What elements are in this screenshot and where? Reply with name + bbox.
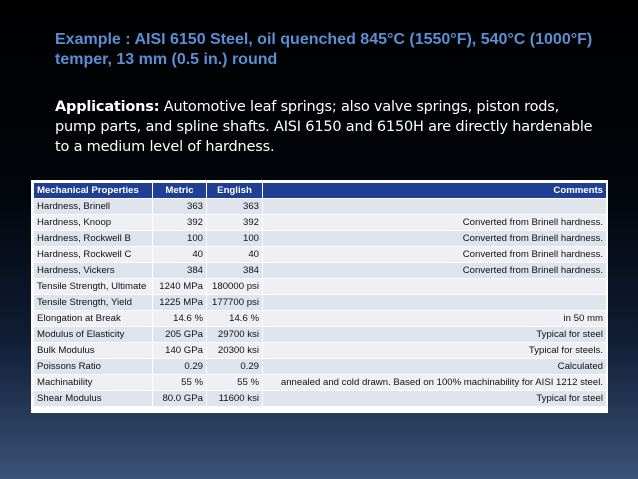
header-comments: Comments <box>263 183 607 199</box>
table-row <box>34 279 607 295</box>
metric-cell: 1225 MPa <box>153 295 207 311</box>
table-row <box>34 327 607 343</box>
english-cell: 55 % <box>207 375 263 391</box>
english-cell: 392 <box>207 215 263 231</box>
header-mechanical-properties: Mechanical Properties <box>34 183 153 199</box>
comment-cell <box>263 279 607 295</box>
metric-cell: 1240 MPa <box>153 279 207 295</box>
property-cell: Hardness, Rockwell B <box>34 231 153 247</box>
metric-cell: 384 <box>153 263 207 279</box>
table-row <box>34 247 607 263</box>
english-cell: 0.29 <box>207 359 263 375</box>
table-row <box>34 231 607 247</box>
english-cell: 14.6 % <box>207 311 263 327</box>
metric-cell: 80.0 GPa <box>153 391 207 407</box>
comment-cell <box>263 295 607 311</box>
table-row <box>34 295 607 311</box>
comment-cell: Typical for steels. <box>263 343 607 359</box>
property-cell: Poissons Ratio <box>34 359 153 375</box>
metric-cell: 363 <box>153 199 207 215</box>
applications-text: Automotive leaf springs; also valve springs, piston rods, pump parts, and spline shafts. AISI 6150 and 6150H are directly hardenable to a medium level of hardness. <box>55 99 593 155</box>
comment-cell: Converted from Brinell hardness. <box>263 231 607 247</box>
comment-cell: Calculated <box>263 359 607 375</box>
comment-cell: Typical for steel <box>263 327 607 343</box>
property-cell: Shear Modulus <box>34 391 153 407</box>
english-cell: 20300 ksi <box>207 343 263 359</box>
mechanical-properties-table <box>31 180 608 413</box>
property-cell: Tensile Strength, Yield <box>34 295 153 311</box>
metric-cell: 100 <box>153 231 207 247</box>
property-cell: Modulus of Elasticity <box>34 327 153 343</box>
english-cell: 363 <box>207 199 263 215</box>
metric-cell: 205 GPa <box>153 327 207 343</box>
property-cell: Machinability <box>34 375 153 391</box>
english-cell: 180000 psi <box>207 279 263 295</box>
header-english: English <box>207 183 263 199</box>
table-row <box>34 199 607 215</box>
english-cell: 29700 ksi <box>207 327 263 343</box>
comment-cell: Converted from Brinell hardness. <box>263 263 607 279</box>
property-cell: Tensile Strength, Ultimate <box>34 279 153 295</box>
table-row <box>34 311 607 327</box>
english-cell: 100 <box>207 231 263 247</box>
english-cell: 384 <box>207 263 263 279</box>
metric-cell: 40 <box>153 247 207 263</box>
comment-cell: in 50 mm <box>263 311 607 327</box>
english-cell: 11600 ksi <box>207 391 263 407</box>
applications-label: Applications: <box>55 99 160 115</box>
english-cell: 177700 psi <box>207 295 263 311</box>
table-row <box>34 359 607 375</box>
comment-cell: annealed and cold drawn. Based on 100% machinability for AISI 1212 steel. <box>263 375 607 391</box>
metric-cell: 14.6 % <box>153 311 207 327</box>
table-row <box>34 343 607 359</box>
comment-cell <box>263 199 607 215</box>
property-cell: Hardness, Vickers <box>34 263 153 279</box>
table-row <box>34 375 607 391</box>
english-cell: 40 <box>207 247 263 263</box>
table-row <box>34 215 607 231</box>
table-row <box>34 391 607 407</box>
property-cell: Hardness, Knoop <box>34 215 153 231</box>
comment-cell: Converted from Brinell hardness. <box>263 215 607 231</box>
metric-cell: 140 GPa <box>153 343 207 359</box>
metric-cell: 392 <box>153 215 207 231</box>
property-cell: Bulk Modulus <box>34 343 153 359</box>
slide-title: Example : AISI 6150 Steel, oil quenched 845°C (1550°F), 540°C (1000°F) temper, 13 mm (0.5 in.) round <box>55 31 593 68</box>
property-cell: Elongation at Break <box>34 311 153 327</box>
metric-cell: 55 % <box>153 375 207 391</box>
comment-cell: Typical for steel <box>263 391 607 407</box>
table-header-row <box>34 183 607 199</box>
header-metric: Metric <box>153 183 207 199</box>
property-cell: Hardness, Rockwell C <box>34 247 153 263</box>
metric-cell: 0.29 <box>153 359 207 375</box>
comment-cell: Converted from Brinell hardness. <box>263 247 607 263</box>
property-cell: Hardness, Brinell <box>34 199 153 215</box>
table-row <box>34 263 607 279</box>
applications-paragraph <box>55 97 600 157</box>
